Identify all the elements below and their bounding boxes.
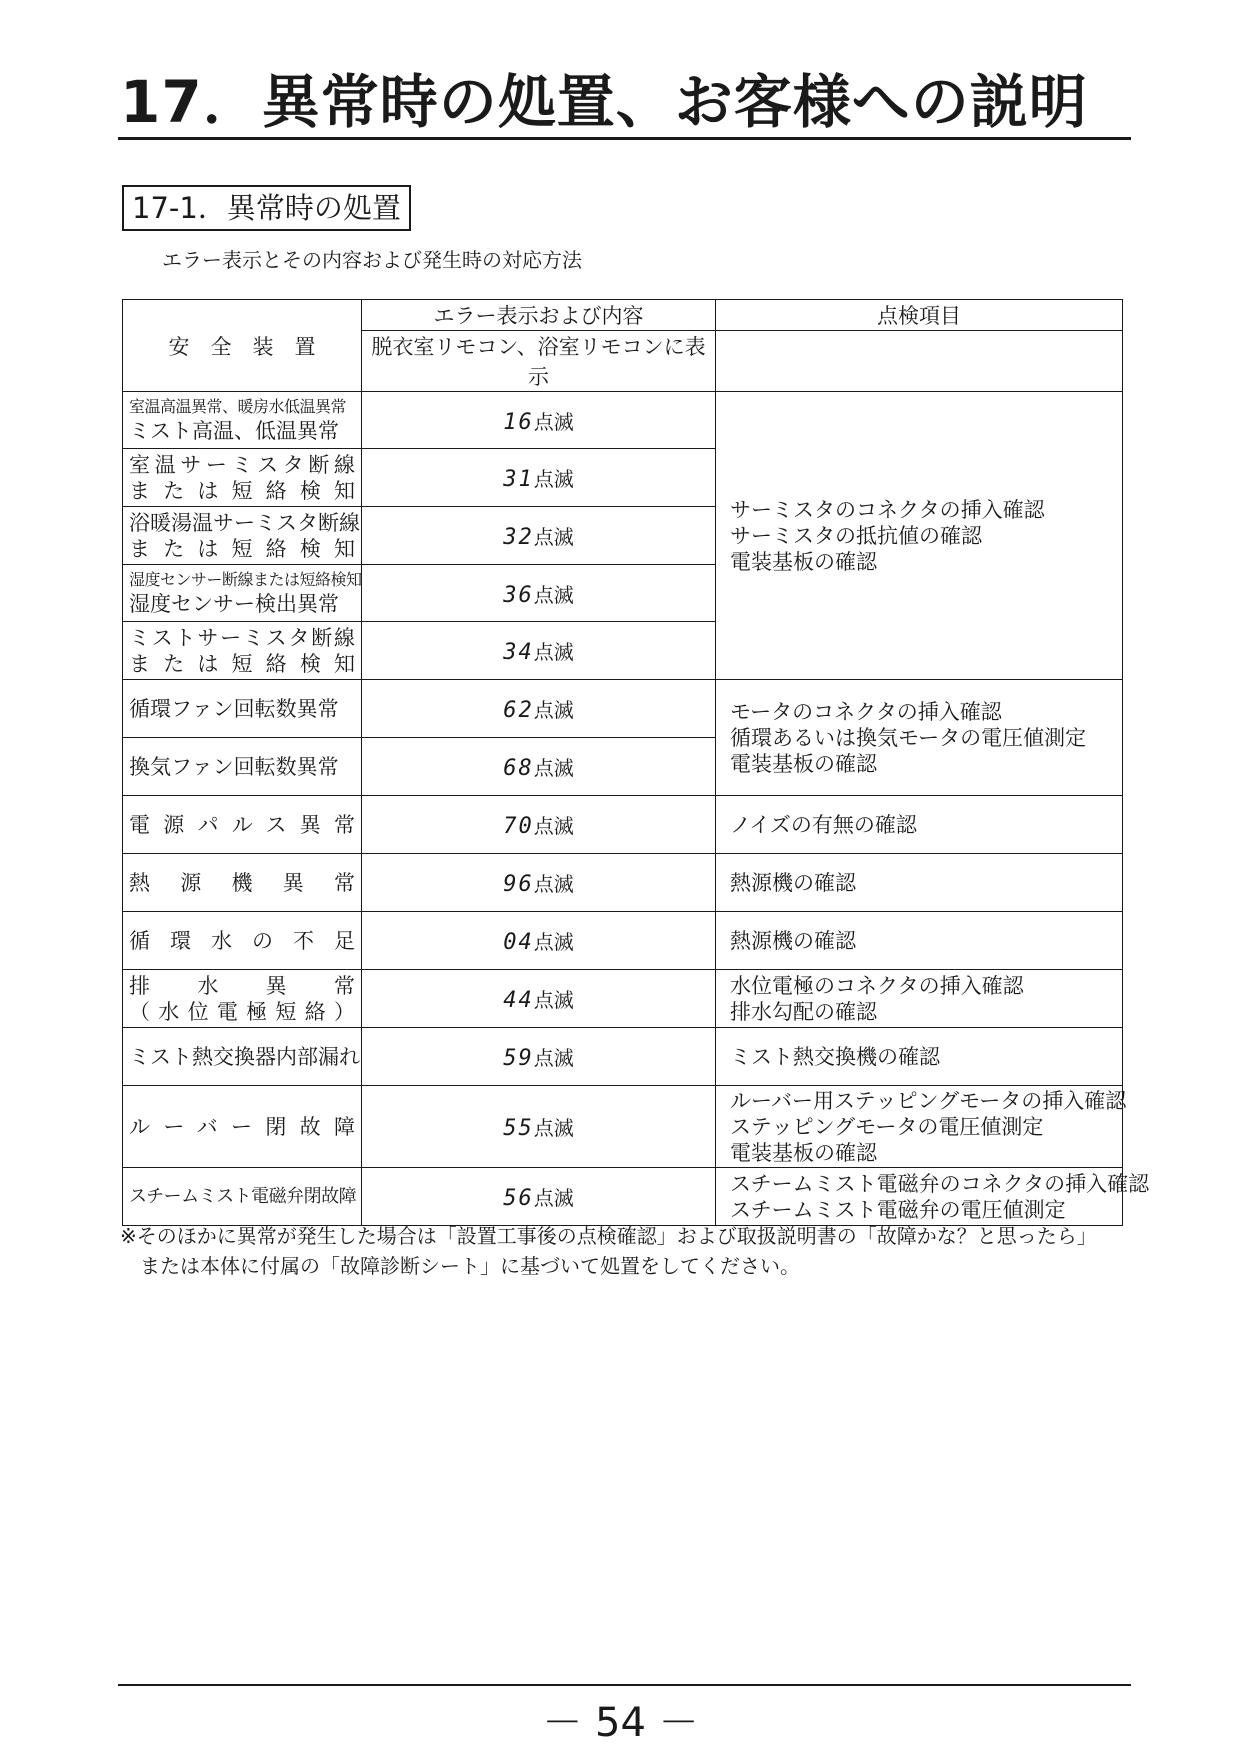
table-row <box>123 392 1123 449</box>
device-cell: 室温サーミスタ断線 または短絡検知 <box>123 449 362 507</box>
header-check: 点検項目 <box>716 300 1123 331</box>
check-cell: 熱源機の確認 <box>716 912 1123 970</box>
error-code-cell: 36点滅 <box>362 565 716 622</box>
intro-text: エラー表示とその内容および発生時の対応方法 <box>162 248 582 272</box>
check-cell: スチームミスト電磁弁のコネクタの挿入確認 スチームミスト電磁弁の電圧値測定 <box>716 1168 1123 1226</box>
error-code-cell: 70点滅 <box>362 796 716 854</box>
error-code: 59 <box>503 1046 534 1071</box>
device-cell: 排水異常 （水位電極短絡） <box>123 970 362 1028</box>
error-code: 04 <box>503 930 534 955</box>
footnote-line: または本体に付属の「故障診断シート」に基づいて処置をしてください。 <box>140 1254 800 1278</box>
error-code-cell: 32点滅 <box>362 507 716 565</box>
error-code: 56 <box>503 1186 534 1211</box>
error-table <box>122 299 1150 1226</box>
check-cell: 水位電極のコネクタの挿入確認 排水勾配の確認 <box>716 970 1123 1028</box>
device-cell: ミストサーミスタ断線 または短絡検知 <box>123 622 362 680</box>
device-cell: ルーバー閉故障 <box>123 1086 362 1168</box>
error-code-cell: 55点滅 <box>362 1086 716 1168</box>
check-cell: ミスト熱交換機の確認 <box>716 1028 1123 1086</box>
table-row <box>123 854 1123 912</box>
page-title: 17．異常時の処置、お客様への説明 <box>120 68 1088 136</box>
device-cell: 浴暖湯温サーミスタ断線 または短絡検知 <box>123 507 362 565</box>
title-divider <box>118 137 1131 140</box>
error-code: 16 <box>503 409 534 435</box>
table-row <box>123 1086 1123 1168</box>
section-title: 17-1．異常時の処置 <box>122 185 411 231</box>
header-error: エラー表示および内容 <box>362 300 716 331</box>
device-cell: 室温高温異常、暖房水低温異常 ミスト高温、低温異常 <box>123 392 362 449</box>
error-code: 62 <box>503 698 534 723</box>
error-code-cell: 62点滅 <box>362 680 716 738</box>
error-code-cell: 59点滅 <box>362 1028 716 1086</box>
footnote <box>120 1221 1097 1281</box>
error-code-cell: 56点滅 <box>362 1168 716 1226</box>
error-code-cell: 34点滅 <box>362 622 716 680</box>
error-code: 31 <box>503 467 534 492</box>
error-code-cell: 44点滅 <box>362 970 716 1028</box>
page-number: － 54 － <box>542 1700 699 1746</box>
error-code: 32 <box>503 525 534 550</box>
table-row <box>123 796 1123 854</box>
check-cell: サーミスタのコネクタの挿入確認 サーミスタの抵抗値の確認 電装基板の確認 <box>716 392 1123 680</box>
check-cell: 熱源機の確認 <box>716 854 1123 912</box>
device-cell: 湿度センサー断線または短絡検知 湿度センサー検出異常 <box>123 565 362 622</box>
error-code-cell: 96点滅 <box>362 854 716 912</box>
check-cell: モータのコネクタの挿入確認 循環あるいは換気モータの電圧値測定 電装基板の確認 <box>716 680 1123 796</box>
footnote-line: ※そのほかに異常が発生した場合は「設置工事後の点検確認」および取扱説明書の「故障かな？と思ったら」 <box>120 1224 1097 1248</box>
device-cell: 電源パルス異常 <box>123 796 362 854</box>
error-code: 34 <box>503 640 534 665</box>
check-cell: ノイズの有無の確認 <box>716 796 1123 854</box>
device-cell: 熱源機異常 <box>123 854 362 912</box>
error-code-cell: 68点滅 <box>362 738 716 796</box>
device-cell: スチームミスト電磁弁閉故障 <box>123 1168 362 1226</box>
device-cell: 換気ファン回転数異常 <box>123 738 362 796</box>
error-code-cell: 16点滅 <box>362 392 716 449</box>
error-code-cell: 31点滅 <box>362 449 716 507</box>
error-code: 36 <box>503 582 534 608</box>
header-device: 安 全 装 置 <box>123 300 362 392</box>
error-code-cell: 04点滅 <box>362 912 716 970</box>
header-error-sub: 脱衣室リモコン、浴室リモコンに表示 <box>362 331 716 392</box>
error-code: 44 <box>503 988 534 1013</box>
footer-divider <box>118 1684 1131 1686</box>
error-code: 55 <box>503 1116 534 1141</box>
table-row <box>123 970 1123 1028</box>
table-row <box>123 912 1123 970</box>
device-cell: 循環水の不足 <box>123 912 362 970</box>
error-code: 68 <box>503 756 534 781</box>
error-code: 96 <box>503 872 534 897</box>
device-cell: ミスト熱交換器内部漏れ <box>123 1028 362 1086</box>
table-row <box>123 680 1123 738</box>
check-cell: ルーバー用ステッピングモータの挿入確認 ステッピングモータの電圧値測定 電装基板の確認 <box>716 1086 1123 1168</box>
table-row <box>123 1168 1123 1226</box>
table-row <box>123 1028 1123 1086</box>
device-cell: 循環ファン回転数異常 <box>123 680 362 738</box>
error-code: 70 <box>503 814 534 839</box>
header-check-sub <box>716 331 1123 392</box>
